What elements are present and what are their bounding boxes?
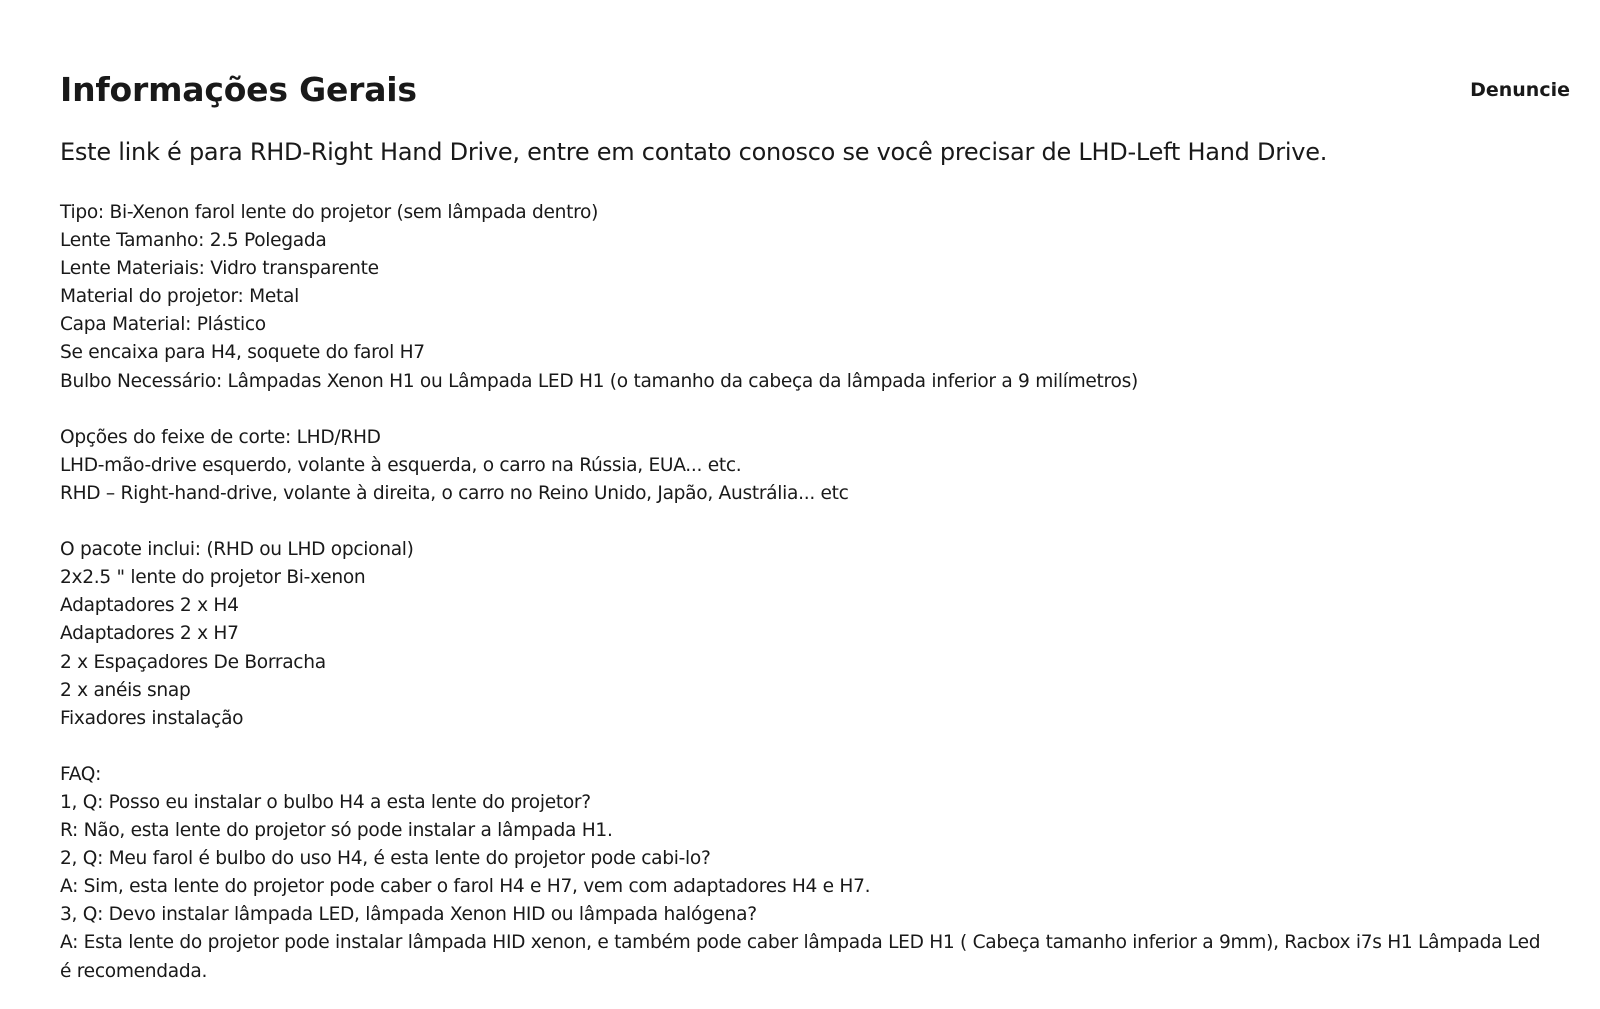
faq-question: 1, Q: Posso eu instalar o bulbo H4 a esta lente do projetor? xyxy=(60,791,591,813)
faq-question: 2, Q: Meu farol é bulbo do uso H4, é esta lente do projetor pode cabi-lo? xyxy=(60,848,711,870)
spec-lens-size: Lente Tamanho: 2.5 Polegada xyxy=(60,230,327,252)
paragraph-gap xyxy=(60,508,1550,536)
beam-option-rhd: RHD – Right-hand-drive, volante à direita, o carro no Reino Unido, Japão, Austrália... etc xyxy=(60,482,849,504)
faq-title: FAQ: xyxy=(60,763,102,785)
package-item: Adaptadores 2 x H4 xyxy=(60,595,239,617)
faq-question: 3, Q: Devo instalar lâmpada LED, lâmpada Xenon HID ou lâmpada halógena? xyxy=(60,904,757,926)
spec-lens-material: Lente Materiais: Vidro transparente xyxy=(60,258,379,280)
product-description xyxy=(60,199,1550,986)
package-title: O pacote inclui: (RHD ou LHD opcional) xyxy=(60,539,414,561)
package-item: 2x2.5 " lente do projetor Bi-xenon xyxy=(60,567,366,589)
faq-answer: A: Sim, esta lente do projetor pode caber o farol H4 e H7, vem com adaptadores H4 e H7. xyxy=(60,876,871,898)
beam-options-block xyxy=(60,424,1550,508)
faq-answer: A: Esta lente do projetor pode instalar lâmpada HID xenon, e também pode caber lâmpada LED H1 ( Cabeça tamanho inferior a 9mm), Racbox i7s H1 Lâmpada Led é recomendada. xyxy=(60,932,1541,982)
package-item: Adaptadores 2 x H7 xyxy=(60,623,239,645)
paragraph-gap xyxy=(60,733,1550,761)
package-item: Fixadores instalação xyxy=(60,707,244,729)
beam-options-title: Opções do feixe de corte: LHD/RHD xyxy=(60,426,381,448)
faq-answer: R: Não, esta lente do projetor só pode instalar a lâmpada H1. xyxy=(60,820,613,842)
spec-fitment: Se encaixa para H4, soquete do farol H7 xyxy=(60,342,425,364)
spec-type: Tipo: Bi-Xenon farol lente do projetor (sem lâmpada dentro) xyxy=(60,202,599,223)
package-item: 2 x Espaçadores De Borracha xyxy=(60,651,326,673)
spec-projector-material: Material do projetor: Metal xyxy=(60,286,299,308)
spec-cover-material: Capa Material: Plástico xyxy=(60,314,266,336)
drive-notice: Este link é para RHD-Right Hand Drive, entre em contato conosco se você precisar de LHD-Left Hand Drive. xyxy=(60,138,1328,166)
beam-option-lhd: LHD-mão-drive esquerdo, volante à esquerda, o carro na Rússia, EUA... etc. xyxy=(60,454,742,476)
page-title: Informações Gerais xyxy=(60,70,417,109)
paragraph-gap xyxy=(60,396,1550,424)
package-block xyxy=(60,536,1550,733)
spec-bulb-required: Bulbo Necessário: Lâmpadas Xenon H1 ou Lâmpada LED H1 (o tamanho da cabeça da lâmpada inferior a 9 milímetros) xyxy=(60,370,1138,392)
faq-block xyxy=(60,761,1550,986)
report-link[interactable]: Denuncie xyxy=(1470,79,1570,101)
specs-block xyxy=(60,199,1550,396)
package-item: 2 x anéis snap xyxy=(60,679,191,701)
section-header xyxy=(60,68,1570,112)
